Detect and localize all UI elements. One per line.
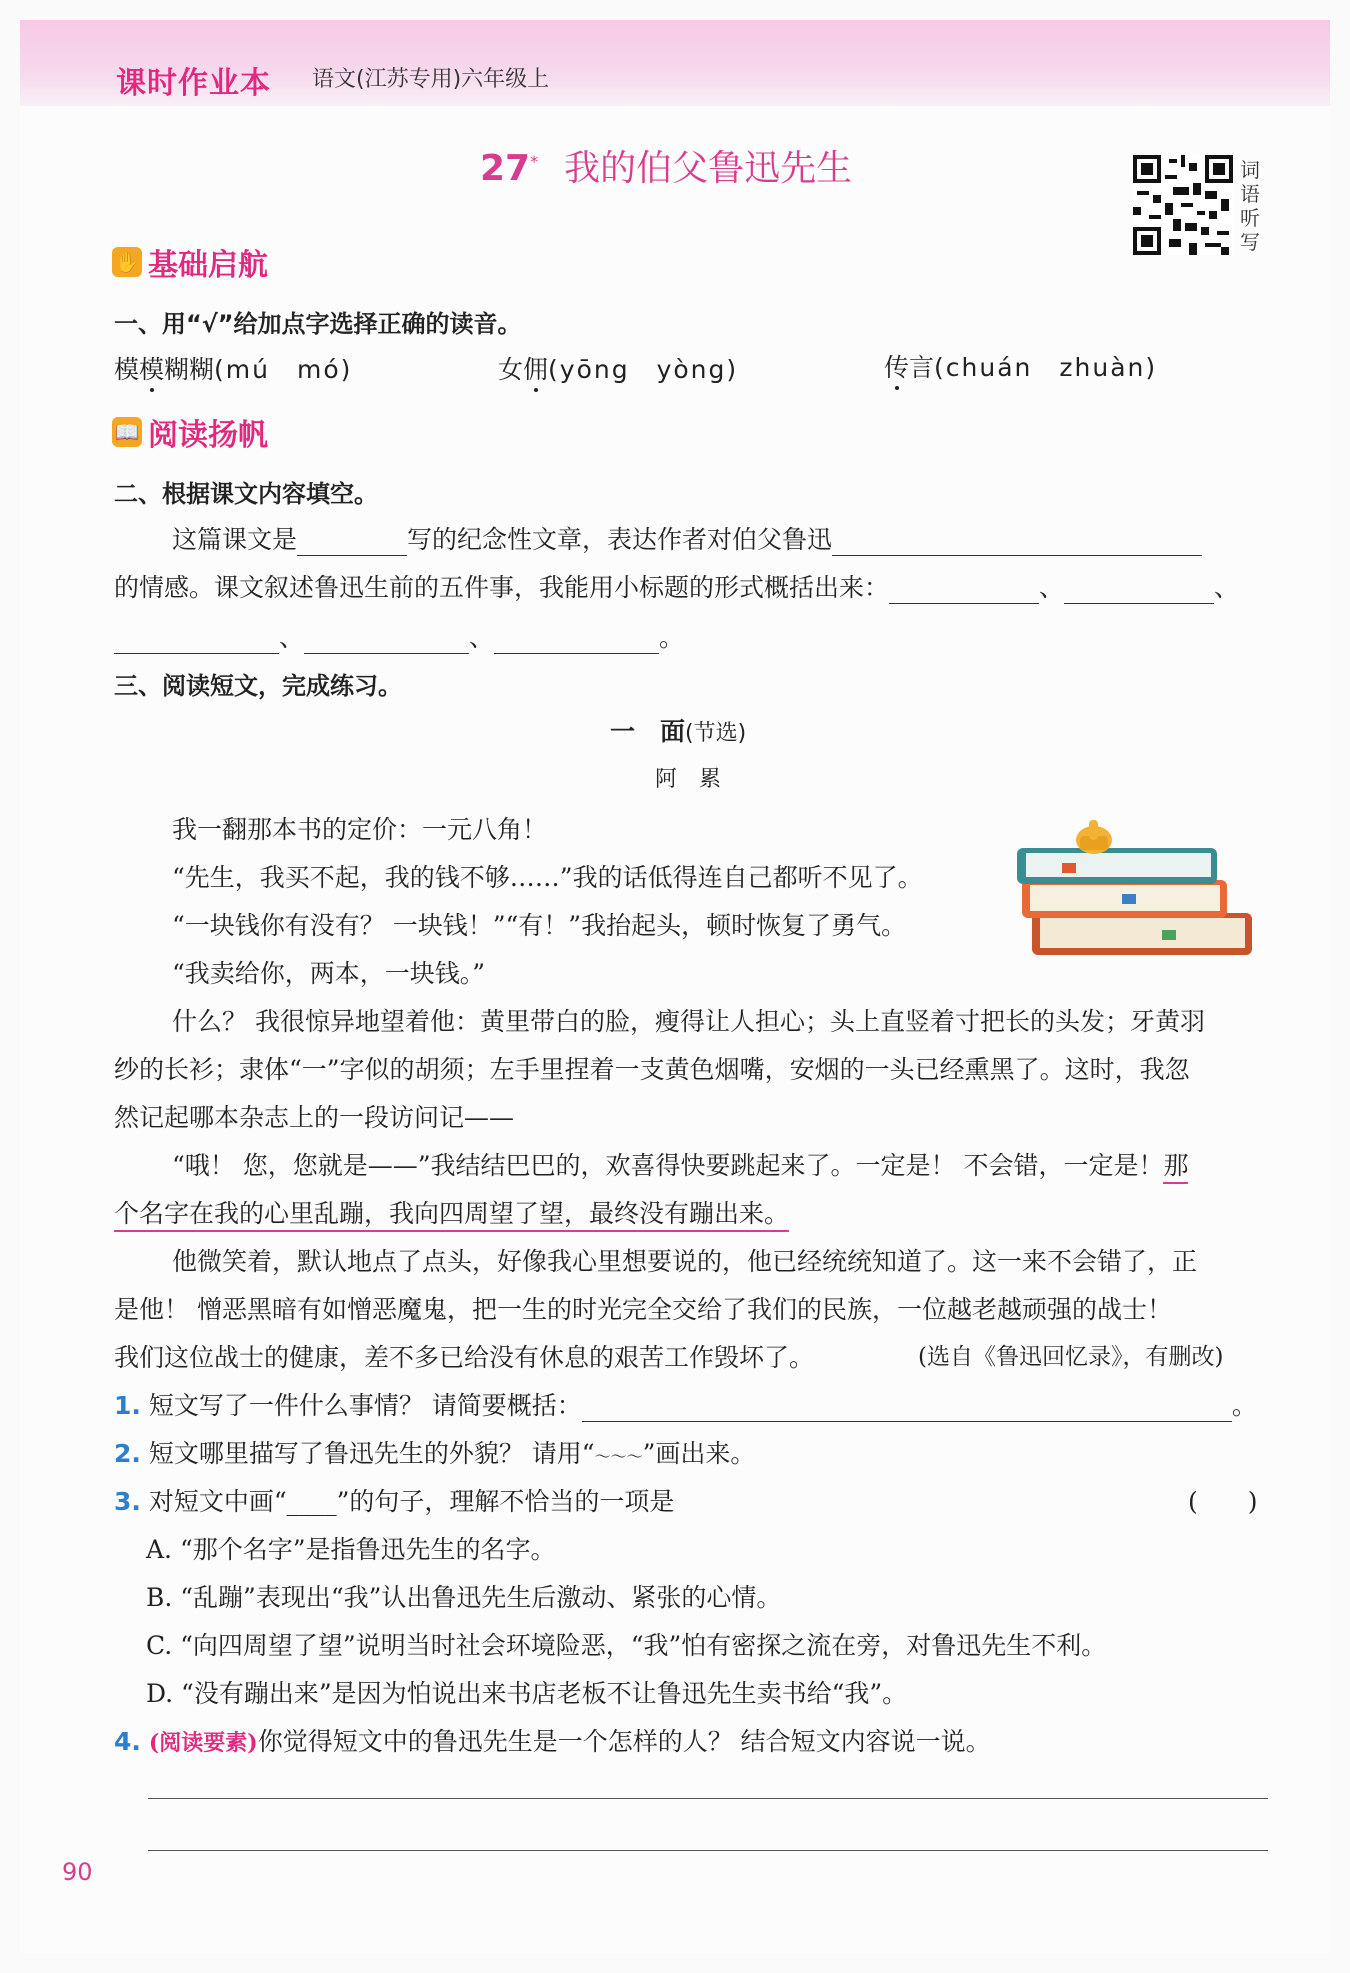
q1-heading: 一、用“√”给加点字选择正确的读音。 — [114, 310, 522, 338]
q1-item-3: 传言(chuán zhuàn) — [884, 353, 1158, 382]
q2-blank-6[interactable] — [304, 627, 469, 654]
q1-item-1: 模模糊糊(mú mó) — [114, 355, 353, 384]
story-para-2: “先生，我买不起，我的钱不够……”我的话低得连自己都听不见了。 — [172, 863, 923, 892]
question-3: 3. 对短文中画“____”的句子，理解不恰当的一项是 — [114, 1487, 675, 1516]
section-basic — [112, 240, 268, 284]
q1-item-2: 女佣(yōng yòng) — [498, 355, 739, 384]
q2-blank-2[interactable] — [832, 529, 1202, 556]
story-source: (选自《鲁迅回忆录》，有删改) — [918, 1344, 1224, 1370]
story-para-5-l1: 什么？ 我很惊异地望着他：黄里带白的脸，瘦得让人担心；头上直竖着寸把长的头发；牙黄羽 — [172, 1007, 1205, 1036]
story-para-7-l1: 他微笑着，默认地点了点头，好像我心里想要说的，他已经统统知道了。这一来不会错了，正 — [172, 1247, 1198, 1276]
story-para-4: “我卖给你，两本，一块钱。” — [172, 959, 486, 988]
question-2: 2. 短文哪里描写了鲁迅先生的外貌？ 请用“～～～”画出来。 — [114, 1439, 756, 1468]
q2-line1: 这篇课文是 写的纪念性文章，表达作者对伯父鲁迅 — [172, 520, 1202, 556]
story-para-5-l2: 纱的长衫；隶体“一”字似的胡须；左手里捏着一支黄色烟嘴，安烟的一头已经熏黑了。这时，我忽 — [114, 1055, 1190, 1084]
section-reading-label: 阅读扬帆 — [148, 418, 268, 453]
story-para-6-l1: “哦！ 您，您就是——”我结结巴巴的，欢喜得快要跳起来了。一定是！ 不会错，一定是！那 — [172, 1146, 1188, 1182]
books-illustration — [1012, 818, 1267, 968]
story-para-6-l2 — [114, 1194, 789, 1230]
underlined-sentence: 个名字在我的心里乱蹦，我向四周望了望，最终没有蹦出来。 — [114, 1199, 789, 1232]
story-para-1: 我一翻那本书的定价：一元八角！ — [172, 815, 548, 844]
option-d: D. “没有蹦出来”是因为怕说出来书店老板不让鲁迅先生卖书给“我”。 — [146, 1679, 908, 1708]
q3-heading: 三、阅读短文，完成练习。 — [114, 672, 402, 700]
section-basic-label: 基础启航 — [148, 248, 268, 283]
option-c: C. “向四周望了望”说明当时社会环境险恶，“我”怕有密探之流在旁，对鲁迅先生不利。 — [146, 1631, 1107, 1660]
q2-blank-5[interactable] — [114, 627, 279, 654]
q2-blank-7[interactable] — [494, 627, 659, 654]
story-title: 一 面(节选) — [610, 717, 747, 746]
story-para-3: “一块钱你有没有？ 一块钱！”“有！”我抬起头，顿时恢复了勇气。 — [172, 911, 907, 940]
hand-icon: ✋ — [112, 247, 142, 277]
q2-line3: 、 、 。 — [114, 618, 684, 654]
q2-blank-3[interactable] — [889, 577, 1039, 604]
qr-label: 词语听写 — [1240, 158, 1260, 254]
brand-title: 课时作业本 — [116, 66, 271, 101]
book-info: 语文(江苏专用)六年级上 — [312, 67, 550, 92]
q2-heading: 二、根据课文内容填空。 — [114, 480, 378, 508]
q-3-answer-paren[interactable]: ( ) — [1188, 1487, 1258, 1516]
lesson-star: * — [530, 152, 539, 171]
q-4-answer-line-1[interactable] — [148, 1798, 1268, 1799]
story-para-7-l3: 我们这位战士的健康，差不多已给没有休息的艰苦工作毁坏了。 — [114, 1343, 815, 1372]
q2-blank-4[interactable] — [1064, 577, 1214, 604]
page-number: 90 — [62, 1858, 93, 1886]
story-para-5-l3: 然记起哪本杂志上的一段访问记—— — [114, 1103, 515, 1132]
lesson-number: 27 — [480, 148, 531, 189]
option-b: B. “乱蹦”表现出“我”认出鲁迅先生后激动、紧张的心情。 — [146, 1583, 782, 1612]
option-a: A. “那个名字”是指鲁迅先生的名字。 — [146, 1535, 556, 1564]
qr-code-icon[interactable] — [1133, 155, 1233, 255]
lesson-title — [480, 140, 852, 191]
book-icon: 📖 — [112, 417, 142, 447]
section-reading — [112, 410, 268, 454]
question-1: 1. 短文写了一件什么事情？ 请简要概括： 。 — [114, 1391, 1257, 1420]
story-para-7-l2: 是他！ 憎恶黑暗有如憎恶魔鬼，把一生的时光完全交给了我们的民族，一位越老越顽强的战士！ — [114, 1295, 1172, 1324]
q-4-answer-line-2[interactable] — [148, 1850, 1268, 1851]
q2-line2: 的情感。课文叙述鲁迅生前的五件事，我能用小标题的形式概括出来： 、 、 — [114, 573, 1240, 602]
lesson-name: 我的伯父鲁迅先生 — [564, 148, 853, 189]
q2-blank-1[interactable] — [297, 529, 407, 556]
q-1-answer-blank[interactable] — [582, 1395, 1232, 1422]
reading-element-tag: (阅读要素) — [148, 1730, 258, 1756]
story-author: 阿 累 — [655, 767, 722, 792]
question-4: 4. (阅读要素)你觉得短文中的鲁迅先生是一个怎样的人？ 结合短文内容说一说。 — [114, 1727, 991, 1756]
